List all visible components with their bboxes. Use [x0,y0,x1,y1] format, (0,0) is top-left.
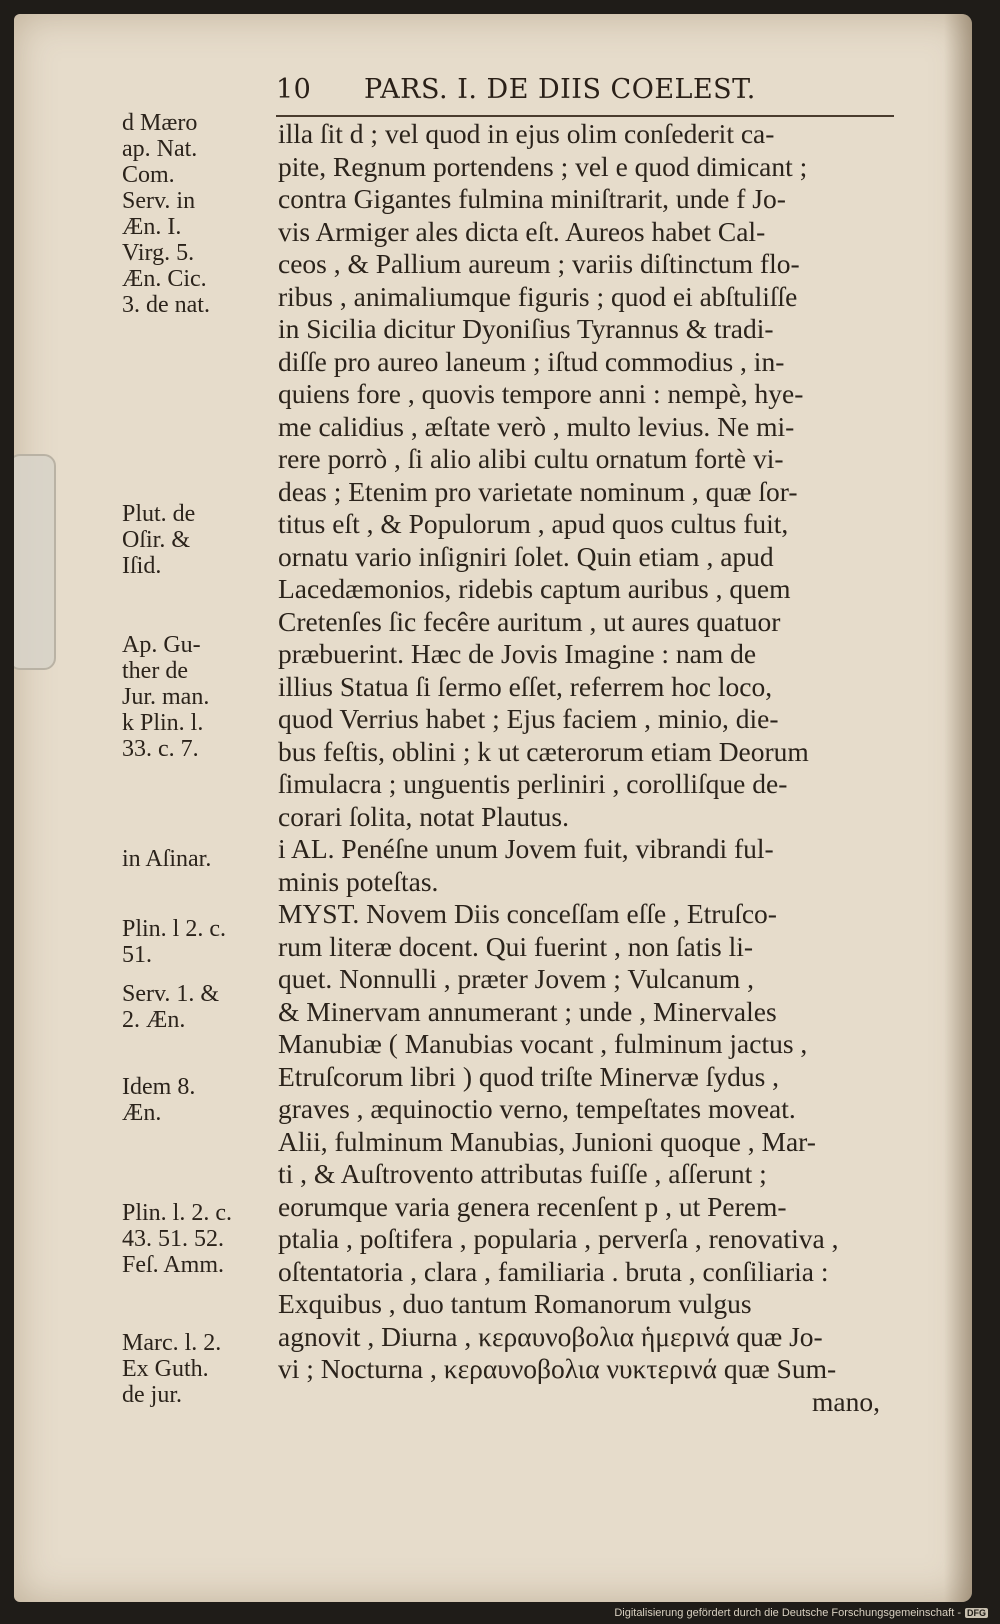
margin-note [122,981,272,1033]
margin-note-line: Plin. l. 2. c. [122,1200,233,1226]
margin-note-line: k Plin. l. [122,710,204,736]
margin-note-line: 51. [122,942,152,968]
text-line: præbuerint. Hæc de Jovis Imagine : nam de [278,638,757,669]
margin-note [122,1074,272,1126]
text-line: illa ſit d ; vel quod in ejus olim conſederit ca- [278,118,775,149]
margin-note-line: 3. de nat. [122,292,210,318]
margin-note-line: ther de [122,658,188,684]
text-line: oſtentatoria , clara , familiaria . bruta , conſiliaria : [278,1255,829,1287]
text-line: quet. Nonnulli , præter Jovem ; Vulcanum , [278,963,754,994]
text-line: vis Armiger ales dicta eſt. Aureos habet Cal- [278,215,766,247]
text-line: agnovit , Diurna , κεραυνοβολια ἡμερινά quæ Jo- [278,1320,823,1352]
text-line: vi ; Nocturna , κεραυνοβολια νυκτερινά quæ Sum- [278,1353,837,1384]
running-head [276,74,756,105]
text-line: contra Gigantes fulmina miniſtrarit, unde f Jo- [278,183,786,214]
text-line: ceos , & Pallium aureum ; variis diſtinctum flo- [278,248,800,279]
margin-note [122,632,272,762]
margin-note-line: Æn. [122,1100,162,1126]
margin-note-line: Jur. man. [122,684,210,710]
text-line: Manubiæ ( Manubias vocant , fulminum jactus , [278,1028,808,1059]
text-line: me calidius , æſtate verò , multo levius. Ne mi- [278,410,795,442]
running-title: PARS. I. DE DIIS COELEST. [364,74,756,105]
text-line: quiens fore , quovis tempore anni : nempè, hye- [278,378,804,409]
margin-note-line: Æn. Cic. [122,266,207,292]
text-line: ti , & Auſtrovento attributas fuiſſe , aſſerunt ; [278,1158,767,1189]
text-line: ptalia , poſtifera , popularia , perverſa , renovativa , [278,1223,839,1254]
text-line: graves , æquinoctio verno, tempeſtates moveat. [278,1093,796,1124]
margin-note-line: ap. Nat. [122,136,198,162]
page-clip [14,454,56,670]
margin-note-line: d Mæro [122,110,198,136]
text-line: rum literæ docent. Qui fuerint , non ſatis li- [278,930,754,962]
text-line: quod Verrius habet ; Ejus faciem , minio, die- [278,703,779,734]
book-page [14,14,972,1602]
margin-note [122,916,272,968]
page-edge-shadow [944,14,972,1602]
margin-note-line: Plin. l 2. c. [122,916,227,942]
text-line: eorumque varia genera recenſent p , ut Perem- [278,1190,787,1222]
text-line: ribus , animaliumque figuris ; quod ei abſtuliſſe [278,280,798,312]
text-line: corari ſolita, notat Plautus. [278,800,569,832]
text-line: Cretenſes ſic fecêre auritum , ut aures quatuor [278,605,781,637]
margin-note-line: Iſid. [122,553,162,579]
text-line: & Minervam annumerant ; unde , Minervales [278,995,777,1027]
margin-note [122,1330,272,1408]
margin-note [122,846,272,872]
margin-note-line: 2. Æn. [122,1007,186,1033]
margin-note-line: Oſir. & [122,527,191,553]
margin-note-line: in Aſinar. [122,846,212,872]
page-number: 10 [276,74,312,105]
margin-note-line: Plut. de [122,501,196,527]
margin-note-line: Ap. Gu- [122,632,201,658]
margin-note-line: de jur. [122,1382,182,1408]
margin-note-line: Serv. in [122,188,196,214]
text-line: rere porrò , ſi alio alibi cultu ornatum fortè vi- [278,443,784,474]
margin-note-line: Serv. 1. & [122,981,220,1007]
credit-text: Digitalisierung gefördert durch die Deutsche Forschungsgemeinschaft - [614,1607,961,1619]
text-line: i AL. Penéſne unum Jovem fuit, vibrandi ful- [278,833,774,864]
digitization-credit [614,1606,988,1620]
dfg-logo: DFG [967,1608,986,1618]
margin-note [122,1200,272,1278]
header-rule [276,115,894,117]
margin-note-line: Idem 8. [122,1074,196,1100]
margin-note [122,110,272,318]
text-line: Exquibus , duo tantum Romanorum vulgus [278,1288,752,1319]
text-line: MYST. Novem Diis conceſſam eſſe , Etruſco- [278,898,777,929]
text-line: minis poteſtas. [278,865,439,897]
text-line: Lacedæmonios, ridebis captum auribus , quem [278,573,791,604]
text-line: pite, Regnum portendens ; vel e quod dimicant ; [278,150,808,182]
main-text [278,118,902,1418]
text-line: bus feſtis, oblini ; k ut cæterorum etiam Deorum [278,735,809,767]
text-line: illius Statua ſi ſermo eſſet, referrem hoc loco, [278,670,773,702]
margin-note-line: Com. [122,162,175,188]
margin-note-line: Æn. I. [122,214,182,240]
margin-note-line: 33. c. 7. [122,736,199,762]
margin-note-line: Marc. l. 2. [122,1330,222,1356]
text-line: in Sicilia dicitur Dyoniſius Tyrannus & tradi- [278,313,774,344]
text-line: mano, [812,1385,880,1417]
text-line: diſſe pro aureo laneum ; iſtud commodius , in- [278,345,785,377]
text-line: titus eſt , & Populorum , apud quos cultus fuit, [278,508,789,539]
margin-note-line: 43. 51. 52. [122,1226,224,1252]
text-line: deas ; Etenim pro varietate nominum , quæ ſor- [278,475,798,507]
margin-note [122,501,272,579]
text-line: Etruſcorum libri ) quod triſte Minervæ ſydus , [278,1060,780,1092]
margin-note-line: Virg. 5. [122,240,195,266]
margin-note-line: Ex Guth. [122,1356,209,1382]
text-line: ſimulacra ; unguentis perliniri , corolliſque de- [278,768,788,799]
margin-note-line: Feſ. Amm. [122,1252,225,1278]
text-line: Alii, fulminum Manubias, Junioni quoque , Mar- [278,1125,816,1157]
text-line: ornatu vario inſigniri ſolet. Quin etiam , apud [278,540,774,572]
